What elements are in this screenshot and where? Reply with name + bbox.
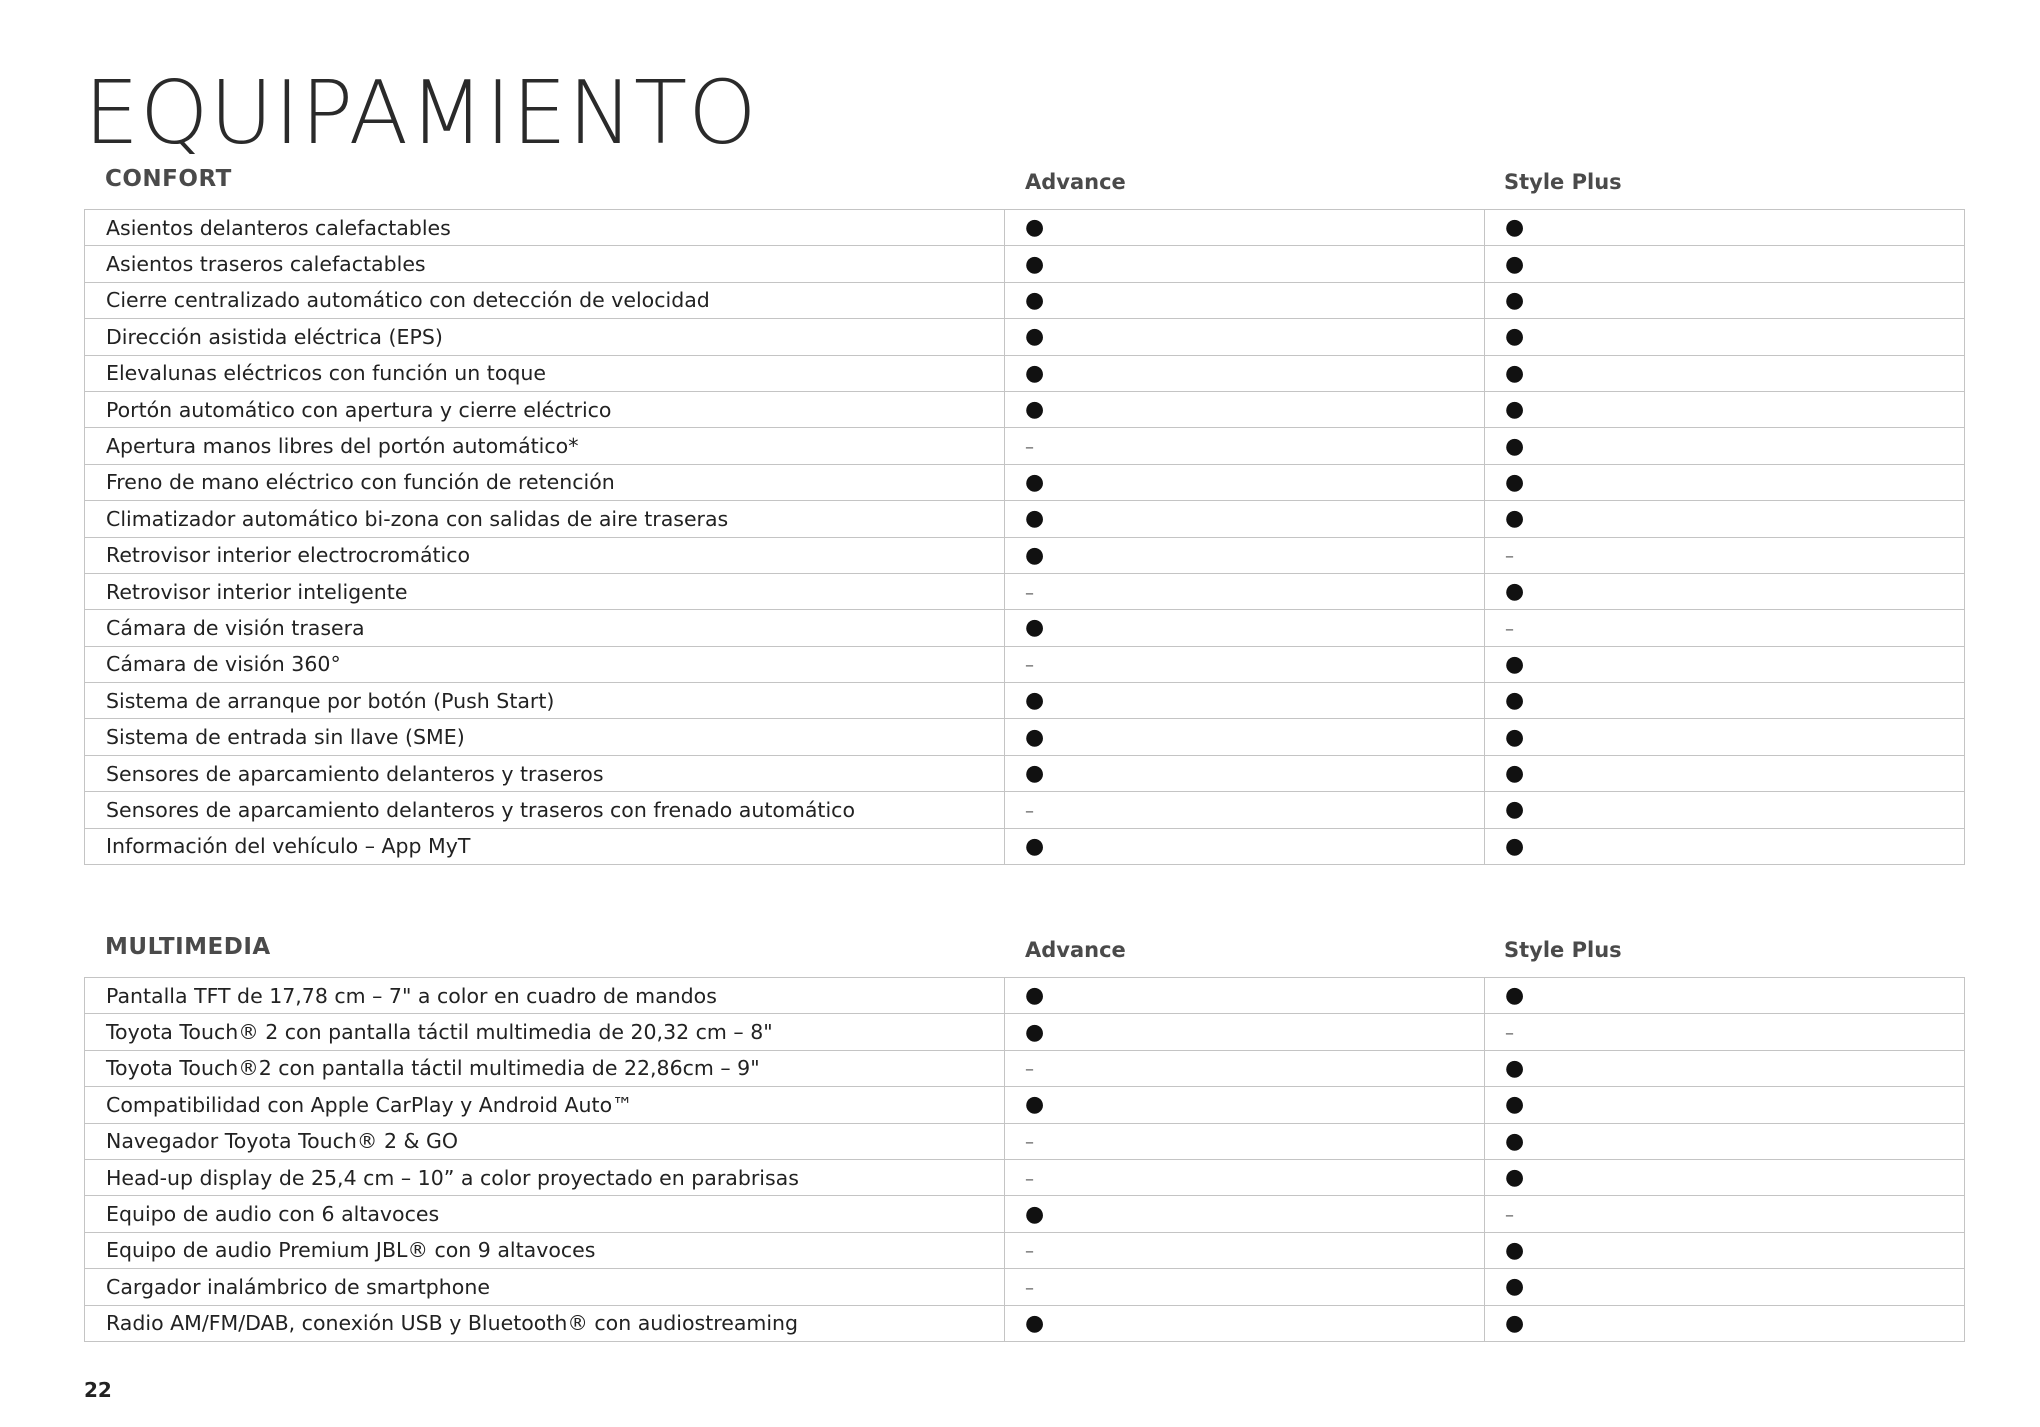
table-row	[85, 792, 1965, 828]
cell-advance	[1005, 978, 1485, 1014]
cell-style-plus	[1485, 792, 1965, 828]
available-dot-icon: ●	[1505, 797, 1525, 823]
cell-style-plus	[1485, 1269, 1965, 1305]
not-available-dash-icon: –	[1505, 1205, 1514, 1227]
page-title: EQUIPAMIENTO	[84, 62, 758, 164]
cell-style-plus	[1485, 573, 1965, 609]
cell-style-plus	[1485, 501, 1965, 537]
table-row	[85, 1087, 1965, 1123]
available-dot-icon: ●	[1505, 469, 1525, 495]
not-available-dash-icon: –	[1025, 437, 1034, 459]
available-dot-icon: ●	[1505, 983, 1525, 1009]
cell-advance	[1005, 792, 1485, 828]
column-header-style-plus: Style Plus	[1504, 170, 1622, 194]
cell-style-plus	[1485, 683, 1965, 719]
available-dot-icon: ●	[1025, 542, 1045, 568]
cell-style-plus	[1485, 610, 1965, 646]
cell-style-plus	[1485, 391, 1965, 427]
table-row	[85, 1196, 1965, 1232]
table-row	[85, 1232, 1965, 1268]
available-dot-icon: ●	[1505, 579, 1525, 605]
available-dot-icon: ●	[1025, 688, 1045, 714]
available-dot-icon: ●	[1025, 761, 1045, 787]
table-row	[85, 1269, 1965, 1305]
cell-style-plus	[1485, 355, 1965, 391]
section-multimedia	[84, 934, 1964, 1342]
cell-advance	[1005, 1014, 1485, 1050]
cell-advance	[1005, 501, 1485, 537]
cell-style-plus	[1485, 537, 1965, 573]
available-dot-icon: ●	[1505, 761, 1525, 787]
cell-advance	[1005, 828, 1485, 864]
not-available-dash-icon: –	[1025, 1241, 1034, 1263]
available-dot-icon: ●	[1505, 433, 1525, 459]
table-row	[85, 683, 1965, 719]
cell-style-plus	[1485, 210, 1965, 246]
available-dot-icon: ●	[1505, 397, 1525, 423]
cell-style-plus	[1485, 1196, 1965, 1232]
feature-name: Cámara de visión trasera	[85, 610, 1005, 646]
available-dot-icon: ●	[1505, 360, 1525, 386]
available-dot-icon: ●	[1505, 215, 1525, 241]
table-row	[85, 282, 1965, 318]
cell-advance	[1005, 464, 1485, 500]
cell-advance	[1005, 573, 1485, 609]
cell-style-plus	[1485, 978, 1965, 1014]
section-header	[84, 934, 1964, 977]
section-title: CONFORT	[105, 166, 232, 192]
table-row	[85, 828, 1965, 864]
available-dot-icon: ●	[1505, 1274, 1525, 1300]
feature-name: Sistema de entrada sin llave (SME)	[85, 719, 1005, 755]
feature-name: Toyota Touch® 2 con pantalla táctil multimedia de 20,32 cm – 8"	[85, 1014, 1005, 1050]
table-row	[85, 355, 1965, 391]
cell-advance	[1005, 428, 1485, 464]
cell-style-plus	[1485, 755, 1965, 791]
available-dot-icon: ●	[1505, 724, 1525, 750]
available-dot-icon: ●	[1505, 1237, 1525, 1263]
feature-name: Head-up display de 25,4 cm – 10” a color proyectado en parabrisas	[85, 1159, 1005, 1195]
feature-name: Apertura manos libres del portón automático*	[85, 428, 1005, 464]
cell-advance	[1005, 719, 1485, 755]
not-available-dash-icon: –	[1505, 546, 1514, 568]
feature-name: Pantalla TFT de 17,78 cm – 7" a color en cuadro de mandos	[85, 978, 1005, 1014]
table-row	[85, 1123, 1965, 1159]
feature-name: Cierre centralizado automático con detección de velocidad	[85, 282, 1005, 318]
available-dot-icon: ●	[1025, 1201, 1045, 1227]
available-dot-icon: ●	[1505, 251, 1525, 277]
feature-name: Cámara de visión 360°	[85, 646, 1005, 682]
not-available-dash-icon: –	[1025, 800, 1034, 822]
table-row	[85, 610, 1965, 646]
section-header	[84, 166, 1964, 209]
equipment-table-multimedia	[84, 977, 1965, 1342]
cell-style-plus	[1485, 1014, 1965, 1050]
not-available-dash-icon: –	[1505, 1023, 1514, 1045]
table-row	[85, 646, 1965, 682]
not-available-dash-icon: –	[1025, 1277, 1034, 1299]
feature-name: Radio AM/FM/DAB, conexión USB y Bluetooth® con audiostreaming	[85, 1305, 1005, 1341]
feature-name: Asientos traseros calefactables	[85, 246, 1005, 282]
cell-advance	[1005, 246, 1485, 282]
not-available-dash-icon: –	[1025, 1168, 1034, 1190]
cell-style-plus	[1485, 464, 1965, 500]
not-available-dash-icon: –	[1025, 655, 1034, 677]
cell-style-plus	[1485, 1159, 1965, 1195]
cell-advance	[1005, 1087, 1485, 1123]
available-dot-icon: ●	[1025, 1019, 1045, 1045]
section-confort	[84, 166, 1964, 865]
feature-name: Navegador Toyota Touch® 2 & GO	[85, 1123, 1005, 1159]
cell-style-plus	[1485, 246, 1965, 282]
available-dot-icon: ●	[1505, 1055, 1525, 1081]
cell-style-plus	[1485, 319, 1965, 355]
cell-advance	[1005, 1305, 1485, 1341]
cell-advance	[1005, 1123, 1485, 1159]
available-dot-icon: ●	[1025, 506, 1045, 532]
feature-name: Climatizador automático bi-zona con salidas de aire traseras	[85, 501, 1005, 537]
equipment-table-confort	[84, 209, 1965, 865]
feature-name: Información del vehículo – App MyT	[85, 828, 1005, 864]
not-available-dash-icon: –	[1025, 1059, 1034, 1081]
feature-name: Retrovisor interior electrocromático	[85, 537, 1005, 573]
available-dot-icon: ●	[1505, 1310, 1525, 1336]
cell-style-plus	[1485, 1232, 1965, 1268]
table-row	[85, 1014, 1965, 1050]
feature-name: Asientos delanteros calefactables	[85, 210, 1005, 246]
feature-name: Dirección asistida eléctrica (EPS)	[85, 319, 1005, 355]
cell-advance	[1005, 537, 1485, 573]
page-number: 22	[84, 1378, 112, 1402]
cell-style-plus	[1485, 1050, 1965, 1086]
feature-name: Retrovisor interior inteligente	[85, 573, 1005, 609]
cell-advance	[1005, 1232, 1485, 1268]
feature-name: Toyota Touch®2 con pantalla táctil multimedia de 22,86cm – 9"	[85, 1050, 1005, 1086]
table-row	[85, 391, 1965, 427]
available-dot-icon: ●	[1025, 287, 1045, 313]
cell-style-plus	[1485, 646, 1965, 682]
available-dot-icon: ●	[1025, 615, 1045, 641]
available-dot-icon: ●	[1025, 324, 1045, 350]
not-available-dash-icon: –	[1505, 618, 1514, 640]
available-dot-icon: ●	[1025, 215, 1045, 241]
cell-advance	[1005, 319, 1485, 355]
cell-advance	[1005, 683, 1485, 719]
available-dot-icon: ●	[1505, 324, 1525, 350]
column-header-advance: Advance	[1025, 170, 1126, 194]
available-dot-icon: ●	[1505, 1165, 1525, 1191]
cell-advance	[1005, 755, 1485, 791]
cell-advance	[1005, 210, 1485, 246]
cell-style-plus	[1485, 1123, 1965, 1159]
column-header-style-plus: Style Plus	[1504, 938, 1622, 962]
available-dot-icon: ●	[1025, 397, 1045, 423]
available-dot-icon: ●	[1505, 1092, 1525, 1118]
feature-name: Sensores de aparcamiento delanteros y traseros con frenado automático	[85, 792, 1005, 828]
available-dot-icon: ●	[1025, 833, 1045, 859]
table-row	[85, 573, 1965, 609]
table-row	[85, 719, 1965, 755]
column-header-advance: Advance	[1025, 938, 1126, 962]
available-dot-icon: ●	[1025, 724, 1045, 750]
table-row	[85, 464, 1965, 500]
available-dot-icon: ●	[1025, 983, 1045, 1009]
available-dot-icon: ●	[1505, 833, 1525, 859]
cell-advance	[1005, 391, 1485, 427]
feature-name: Freno de mano eléctrico con función de retención	[85, 464, 1005, 500]
cell-advance	[1005, 1269, 1485, 1305]
section-title: MULTIMEDIA	[105, 934, 271, 960]
table-row	[85, 319, 1965, 355]
cell-advance	[1005, 1159, 1485, 1195]
cell-style-plus	[1485, 282, 1965, 318]
table-row	[85, 1050, 1965, 1086]
cell-advance	[1005, 646, 1485, 682]
table-row	[85, 755, 1965, 791]
available-dot-icon: ●	[1025, 1092, 1045, 1118]
feature-name: Equipo de audio Premium JBL® con 9 altavoces	[85, 1232, 1005, 1268]
table-row	[85, 246, 1965, 282]
available-dot-icon: ●	[1025, 469, 1045, 495]
available-dot-icon: ●	[1505, 506, 1525, 532]
table-row	[85, 978, 1965, 1014]
cell-advance	[1005, 355, 1485, 391]
feature-name: Portón automático con apertura y cierre eléctrico	[85, 391, 1005, 427]
available-dot-icon: ●	[1505, 1128, 1525, 1154]
feature-name: Sensores de aparcamiento delanteros y traseros	[85, 755, 1005, 791]
table-row	[85, 501, 1965, 537]
cell-advance	[1005, 282, 1485, 318]
cell-advance	[1005, 1196, 1485, 1232]
available-dot-icon: ●	[1505, 287, 1525, 313]
available-dot-icon: ●	[1505, 688, 1525, 714]
table-row	[85, 537, 1965, 573]
not-available-dash-icon: –	[1025, 582, 1034, 604]
feature-name: Equipo de audio con 6 altavoces	[85, 1196, 1005, 1232]
feature-name: Cargador inalámbrico de smartphone	[85, 1269, 1005, 1305]
table-row	[85, 210, 1965, 246]
available-dot-icon: ●	[1505, 651, 1525, 677]
feature-name: Sistema de arranque por botón (Push Start)	[85, 683, 1005, 719]
cell-style-plus	[1485, 828, 1965, 864]
cell-style-plus	[1485, 719, 1965, 755]
feature-name: Elevalunas eléctricos con función un toque	[85, 355, 1005, 391]
available-dot-icon: ●	[1025, 360, 1045, 386]
feature-name: Compatibilidad con Apple CarPlay y Android Auto™	[85, 1087, 1005, 1123]
not-available-dash-icon: –	[1025, 1132, 1034, 1154]
cell-advance	[1005, 610, 1485, 646]
cell-style-plus	[1485, 428, 1965, 464]
available-dot-icon: ●	[1025, 1310, 1045, 1336]
table-row	[85, 1159, 1965, 1195]
available-dot-icon: ●	[1025, 251, 1045, 277]
table-row	[85, 428, 1965, 464]
cell-advance	[1005, 1050, 1485, 1086]
table-row	[85, 1305, 1965, 1341]
cell-style-plus	[1485, 1305, 1965, 1341]
cell-style-plus	[1485, 1087, 1965, 1123]
